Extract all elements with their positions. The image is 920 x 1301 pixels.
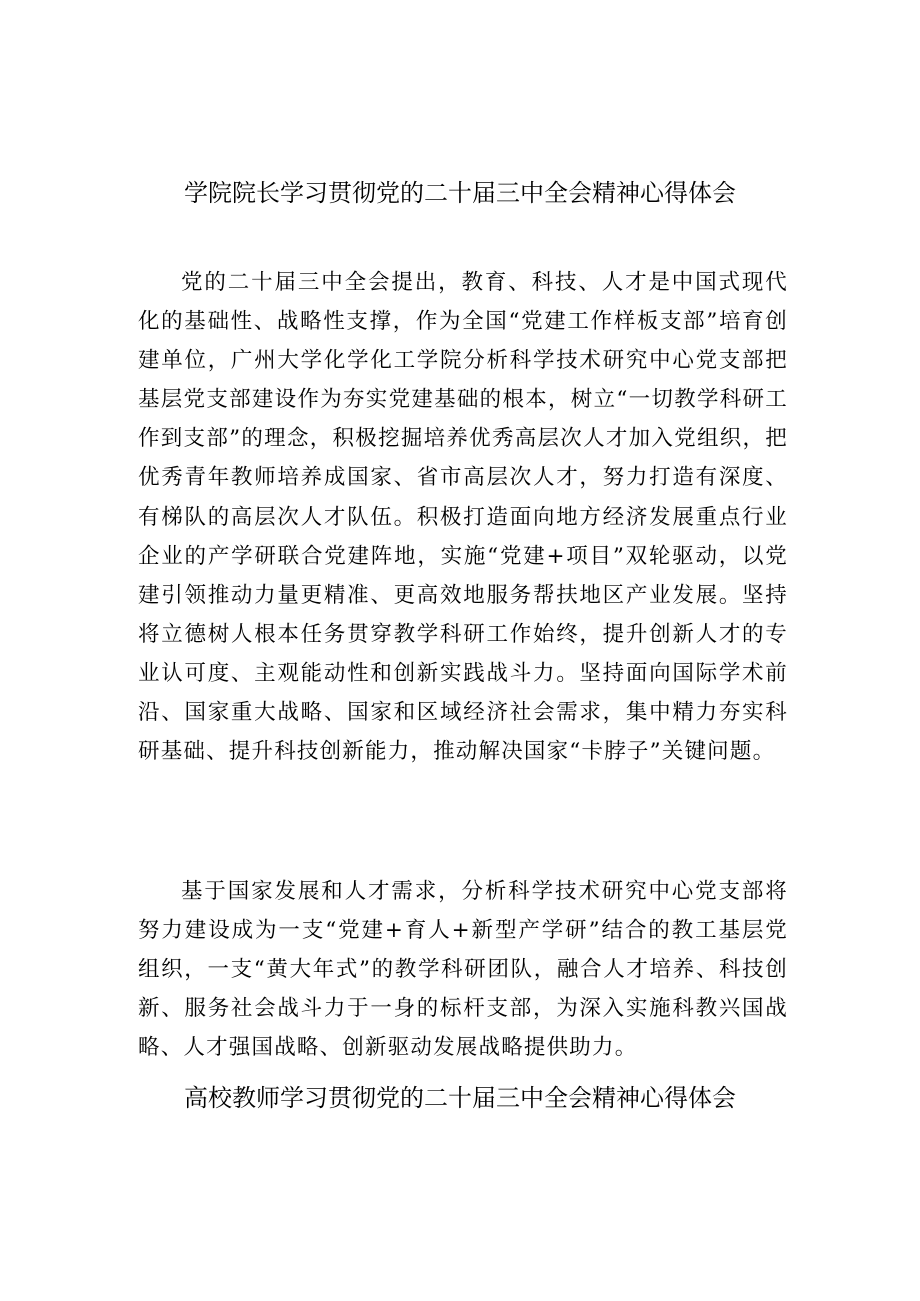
body-paragraph: 党的二十届三中全会提出，教育、科技、人才是中国式现代化的基础性、战略性支撑，作为全国“党建工作样板支部”培育创建单位，广州大学化学化工学院分析科学技术研究中心党支部把基层党支部建设作为夯实党建基础的根本，树立“一切教学科研工作到支部”的理念，积极挖掘培养优秀高层次人才加入党组织，把优秀青年教师培养成国家、省市高层次人才，努力打造有深度、有梯队的高层次人才队伍。积极打造面向地方经济发展重点行业企业的产学研联合党建阵地，实施“党建+项目”双轮驱动，以党建引领推动力量更精准、更高效地服务帮扶地区产业发展。坚持将立德树人根本任务贯穿教学科研工作始终，提升创新人才的专业认可度、主观能动性和创新实践战斗力。坚持面向国际学术前沿、国家重大战略、国家和区域经济社会需求，集中精力夯实科研基础、提升科技创新能力，推动解决国家“卡脖子”关键问题。 [138, 270, 788, 765]
document-title: 学院院长学习贯彻党的二十届三中全会精神心得体会 [184, 179, 736, 207]
next-section-title: 高校教师学习贯彻党的二十届三中全会精神心得体会 [184, 1084, 736, 1112]
body-paragraph: 基于国家发展和人才需求，分析科学技术研究中心党支部将努力建设成为一支“党建+育人+新型产学研”结合的教工基层党组织，一支“黄大年式”的教学科研团队，融合人才培养、科技创新、服务社会战斗力于一身的标杆支部，为深入实施科教兴国战略、人才强国战略、创新驱动发展战略提供助力。 [138, 879, 788, 1061]
